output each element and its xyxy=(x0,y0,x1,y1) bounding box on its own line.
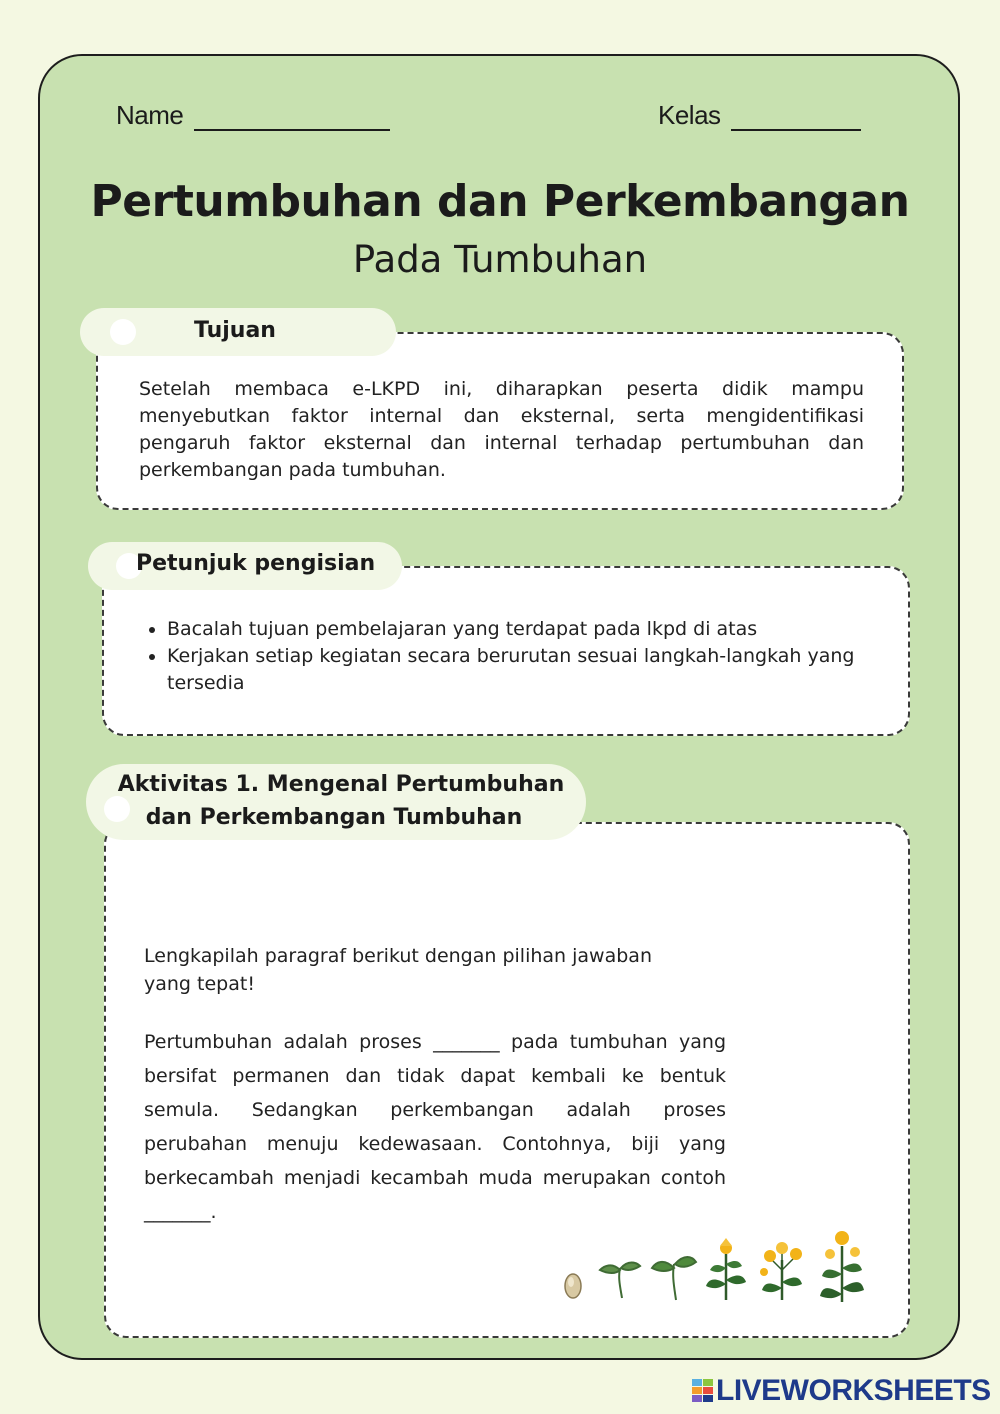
petunjuk-header xyxy=(88,542,402,590)
class-field xyxy=(658,100,861,131)
sprout-icon xyxy=(600,1263,640,1299)
liveworksheets-logo-icon xyxy=(692,1379,714,1403)
liveworksheets-logo xyxy=(692,1374,991,1408)
list-item: • Kerjakan setiap kegiatan secara berurutan sesuai langkah-langkah yang tersedia xyxy=(167,643,863,697)
petunjuk-label: Petunjuk pengisian xyxy=(136,551,376,576)
tujuan-label: Tujuan xyxy=(194,318,276,343)
aktivitas-label-line2: dan Perkembangan Tumbuhan xyxy=(145,805,523,830)
brand-text: LIVEWORKSHEETS xyxy=(716,1374,991,1407)
name-blank[interactable] xyxy=(194,105,390,131)
plant-growth-illustration xyxy=(560,1224,870,1304)
tujuan-text: Setelah membaca e-LKPD ini, diharapkan peserta didik mampu menyebutkan faktor internal dan eksternal, serta mengidentifikasi pengaruh faktor eksternal dan internal terhadap pertumbuhan dan perkembangan pada tumbuhan. xyxy=(139,378,864,481)
mature-plant-icon xyxy=(820,1231,864,1302)
name-label: Name xyxy=(116,100,184,130)
seedling-icon xyxy=(652,1257,696,1300)
aktivitas-instruction: Lengkapilah paragraf berikut dengan pilihan jawaban yang tepat! xyxy=(144,945,652,995)
tujuan-header xyxy=(80,308,396,356)
flowering-plant-icon xyxy=(760,1242,802,1300)
aktivitas-header xyxy=(86,764,586,840)
class-label: Kelas xyxy=(658,100,721,130)
seed-icon xyxy=(565,1274,581,1298)
page-subtitle: Pada Tumbuhan xyxy=(352,238,648,281)
young-plant-icon xyxy=(706,1238,746,1300)
class-blank[interactable] xyxy=(731,105,861,131)
name-field xyxy=(116,100,390,131)
page-title: Pertumbuhan dan Perkembangan xyxy=(90,176,910,227)
bullet-circle-icon xyxy=(110,319,136,345)
petunjuk-list xyxy=(143,616,863,697)
aktivitas-paragraph: Pertumbuhan adalah proses _______ pada tumbuhan yang bersifat permanen dan tidak dapat kembali ke bentuk semula. Sedangkan perkembangan adalah proses perubahan menuju kedewasaan. Contohnya, biji yang berkecambah menjadi kecambah muda merupakan contoh _______. xyxy=(144,1031,726,1223)
list-item: • Bacalah tujuan pembelajaran yang terdapat pada lkpd di atas xyxy=(167,616,863,643)
aktivitas-label-line1: Aktivitas 1. Mengenal Pertumbuhan xyxy=(117,772,565,797)
